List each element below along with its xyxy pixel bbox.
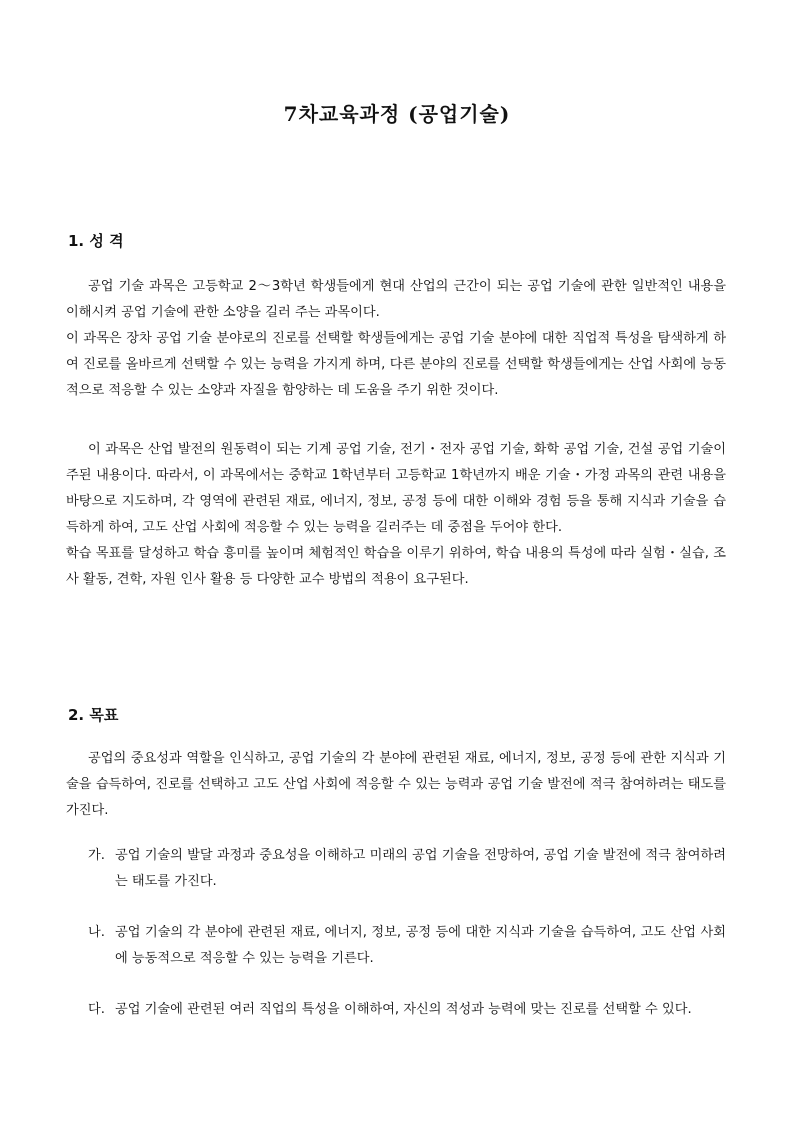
goal-marker: 가. bbox=[88, 848, 105, 863]
goal-marker: 다. bbox=[88, 1002, 105, 1017]
goal-text: 공업 기술에 관련된 여러 직업의 특성을 이해하여, 자신의 적성과 능력에 맞는 진로를 선택할 수 있다. bbox=[115, 1002, 692, 1017]
goal-list bbox=[88, 843, 726, 1048]
paragraph-1: 공업 기술 과목은 고등학교 2～3학년 학생들에게 현대 산업의 근간이 되는 공업 기술에 관한 일반적인 내용을 이해시켜 공업 기술에 관한 소양을 길러 주는 과목이다. bbox=[66, 279, 726, 320]
section-1-body bbox=[66, 274, 726, 404]
section-2-intro bbox=[66, 746, 726, 824]
section-heading-goals: 2. 목표 bbox=[68, 706, 119, 724]
goal-item-na bbox=[88, 920, 726, 972]
goals-intro-paragraph: 공업의 중요성과 역할을 인식하고, 공업 기술의 각 분야에 관련된 재료, 에너지, 정보, 공정 등에 관한 지식과 기술을 습득하여, 진로를 선택하고 고도 산업 사회에 적응할 수 있는 능력과 공업 기술 발전에 적극 참여하려는 태도를 가진다. bbox=[66, 751, 726, 818]
section-heading-character: 1. 성 격 bbox=[68, 232, 124, 250]
paragraph-4: 학습 목표를 달성하고 학습 흥미를 높이며 체험적인 학습을 이루기 위하여, 학습 내용의 특성에 따라 실험・실습, 조사 활동, 견학, 자원 인사 활용 등 다양한 교수 방법의 적용이 요구된다. bbox=[66, 546, 726, 587]
goal-item-da bbox=[88, 997, 726, 1023]
section-1-body-continued bbox=[66, 437, 726, 593]
goal-item-ga bbox=[88, 843, 726, 895]
goal-marker: 나. bbox=[88, 925, 105, 940]
goal-text: 공업 기술의 발달 과정과 중요성을 이해하고 미래의 공업 기술을 전망하여, 공업 기술 발전에 적극 참여하려는 태도를 가진다. bbox=[115, 848, 726, 889]
goal-text: 공업 기술의 각 분야에 관련된 재료, 에너지, 정보, 공정 등에 대한 지식과 기술을 습득하여, 고도 산업 사회에 능동적으로 적응할 수 있는 능력을 기른다. bbox=[115, 925, 726, 966]
document-title: 7차교육과정 (공업기술) bbox=[283, 102, 511, 126]
paragraph-3: 이 과목은 산업 발전의 원동력이 되는 기계 공업 기술, 전기・전자 공업 기술, 화학 공업 기술, 건설 공업 기술이 주된 내용이다. 따라서, 이 과목에서는 중학교 1학년부터 고등학교 1학년까지 배운 기술・가정 과목의 관련 내용을 바탕으로 지도하며, 각 영역에 관련된 재료, 에너지, 정보, 공정 등에 대한 이해와 경험 등을 통해 지식과 기술을 습득하게 하여, 고도 산업 사회에 적응할 수 있는 능력을 길러주는 데 중점을 두어야 한다. bbox=[66, 442, 726, 535]
paragraph-2: 이 과목은 장차 공업 기술 분야로의 진로를 선택할 학생들에게는 공업 기술 분야에 대한 직업적 특성을 탐색하게 하여 진로를 올바르게 선택할 수 있는 능력을 가지게 하며, 다른 분야의 진로를 선택할 학생들에게는 산업 사회에 능동적으로 적응할 수 있는 소양과 자질을 함양하는 데 도움을 주기 위한 것이다. bbox=[66, 331, 726, 398]
